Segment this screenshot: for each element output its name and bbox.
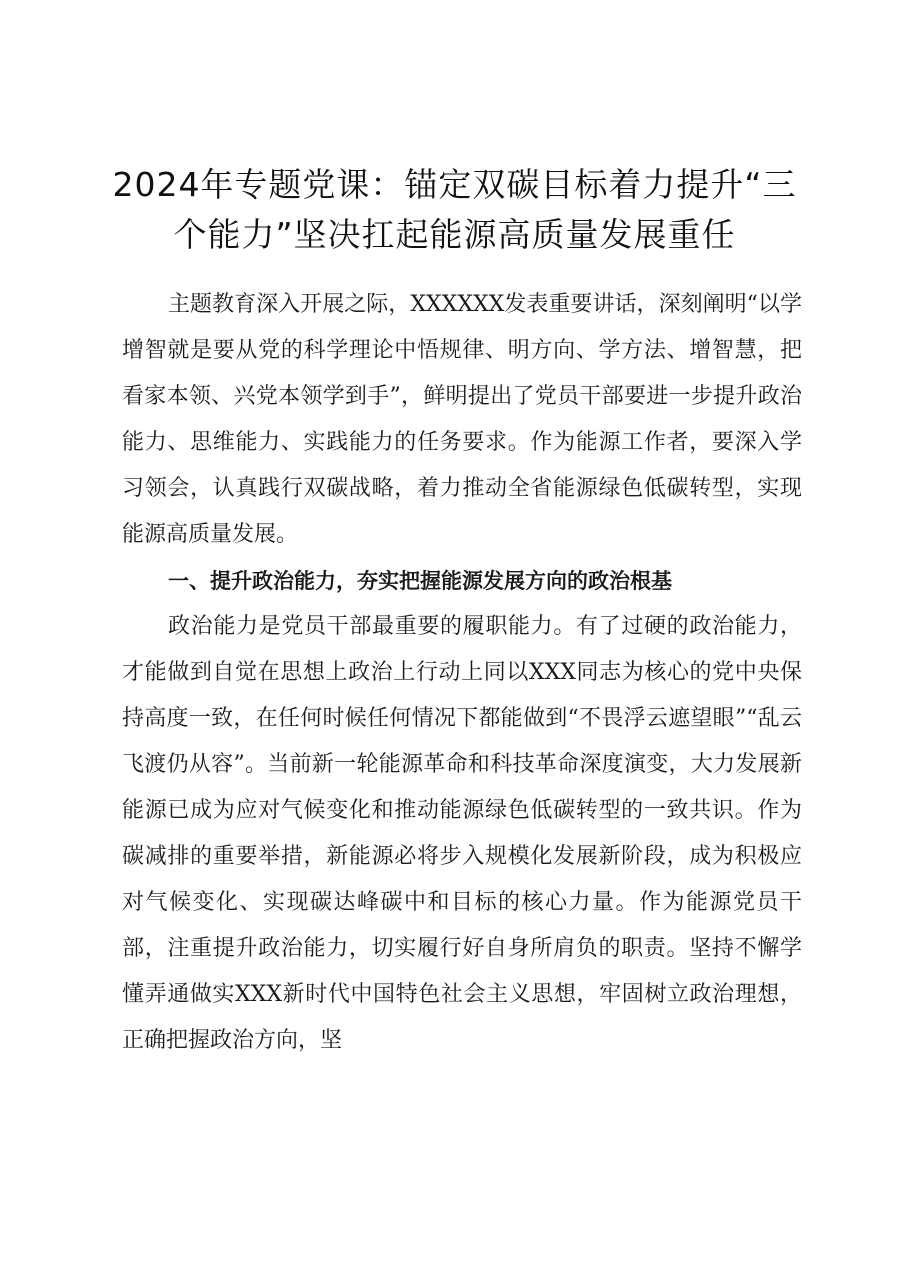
- title-line-2: 个能力”坚决扛起能源高质量发展重任: [173, 215, 736, 254]
- section-heading-1: 一、提升政治能力，夯实把握能源发展方向的政治根基: [168, 569, 672, 593]
- section-1-paragraph: 政治能力是党员干部最重要的履职能力。有了过硬的政治能力，才能做到自觉在思想上政治上行动上同以XXX同志为核心的党中央保持高度一致，在任何时候任何情况下都能做到“不畏浮云遮望眼”“乱云飞渡仍从容”。当前新一轮能源革命和科技革命深度演变，大力发展新能源已成为应对气候变化和推动能源绿色低碳转型的一致共识。作为碳减排的重要举措，新能源必将步入规模化发展新阶段，成为积极应对气候变化、实现碳达峰碳中和目标的核心力量。作为能源党员干部，注重提升政治能力，切实履行好自身所肩负的职责。坚持不懈学懂弄通做实XXX新时代中国特色社会主义思想，牢固树立政治理想，正确把握政治方向，坚: [122, 614, 802, 1053]
- intro-paragraph: 主题教育深入开展之际，XXXXXX发表重要讲话，深刻阐明“以学增智就是要从党的科学理论中悟规律、明方向、学方法、增智慧，把看家本领、兴党本领学到手”，鲜明提出了党员干部要进一步提升政治能力、思维能力、实践能力的任务要求。作为能源工作者，要深入学习领会，认真践行双碳战略，着力推动全省能源绿色低碳转型，实现能源高质量发展。: [122, 292, 802, 547]
- document-title: [100, 160, 809, 260]
- title-line-1: 2024年专题党课：锚定双碳目标着力提升“三: [112, 165, 797, 204]
- document-body: [122, 282, 802, 1064]
